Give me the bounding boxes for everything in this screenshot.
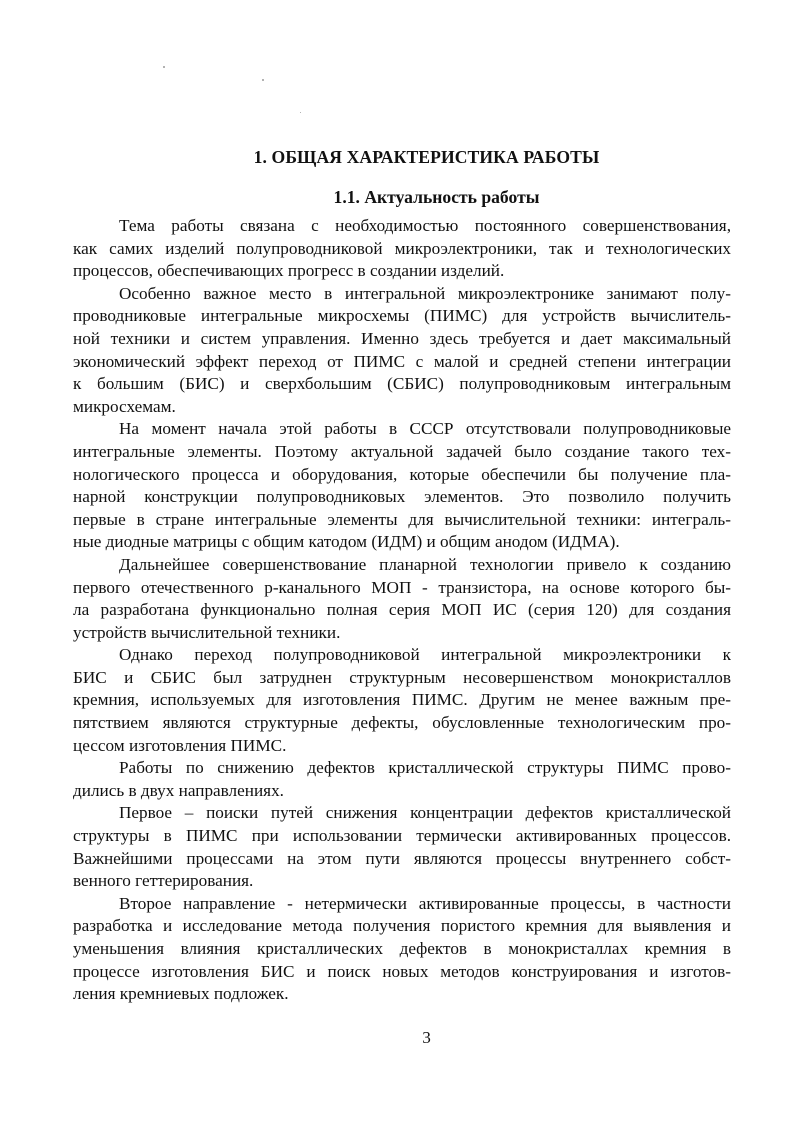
text-line: ной техники и систем управления. Именно здесь требуется и дает максимальный — [73, 328, 731, 348]
paragraph-2 — [73, 283, 731, 419]
text-line: как самих изделий полупроводниковой микроэлектроники, так и технологических — [73, 238, 731, 258]
text-line: БИС и СБИС был затруднен структурным несовершенством монокристаллов — [73, 667, 731, 687]
text-line: первые в стране интегральные элементы для вычислительной техники: интеграль- — [73, 509, 731, 529]
text-line: микросхемам. — [73, 396, 176, 416]
text-line: Второе направление - нетермически активированные процессы, в частности — [119, 893, 731, 913]
text-line: к большим (БИС) и сверхбольшим (СБИС) полупроводниковым интегральным — [73, 374, 731, 394]
text-line: пятствием являются структурные дефекты, обусловленные технологическим про- — [73, 713, 731, 733]
text-line: цессом изготовления ПИМС. — [73, 735, 287, 755]
text-line: уменьшения влияния кристаллических дефектов в монокристаллах кремния в — [73, 939, 731, 958]
text-line: ла разработана функционально полная серия МОП ИС (серия 120) для создания — [73, 600, 731, 620]
text-line: проводниковые интегральные микросхемы (ПИМС) для устройств вычислитель- — [73, 306, 731, 326]
text-line: ные диодные матрицы с общим катодом (ИДМ) и общим анодом (ИДМА). — [73, 532, 620, 552]
paragraph-3 — [73, 418, 731, 554]
text-line: разработка и исследование метода получения пористого кремния для выявления и — [73, 916, 731, 936]
text-line: Дальнейшее совершенствование планарной технологии привело к созданию — [119, 554, 731, 574]
text-line: Особенно важное место в интегральной микроэлектронике занимают полу- — [119, 283, 731, 303]
paragraph-1 — [73, 215, 731, 283]
paragraph-7 — [73, 802, 731, 892]
chapter-title: 1. ОБЩАЯ ХАРАКТЕРИСТИКА РАБОТЫ — [253, 147, 600, 167]
text-line: ления кремниевых подложек. — [73, 984, 289, 1004]
paragraph-6 — [73, 757, 731, 802]
text-line: структуры в ПИМС при использовании термически активированных процессов. — [73, 826, 731, 846]
text-line: устройств вычислительной техники. — [73, 622, 341, 642]
text-line: Тема работы связана с необходимостью постоянного совершенствования, — [119, 216, 731, 235]
text-line: интегральные элементы. Поэтому актуальной задачей было создание такого тех- — [73, 441, 731, 461]
paragraph-4 — [73, 554, 731, 644]
scan-speck — [262, 79, 264, 81]
text-line: экономический эффект переход от ПИМС с малой и средней степени интеграции — [73, 351, 731, 371]
text-line: процессов, обеспечивающих прогресс в создании изделий. — [73, 261, 505, 281]
paragraph-5 — [73, 644, 731, 757]
text-line: дились в двух направлениях. — [73, 780, 284, 800]
scan-speck — [163, 66, 165, 68]
text-line: Важнейшими процессами на этом пути являются процессы внутреннего собст- — [73, 848, 731, 868]
text-line: первого отечественного р-канального МОП - транзистора, на основе которого бы- — [73, 577, 731, 597]
page-number: 3 — [422, 1028, 431, 1047]
scan-speck — [300, 112, 301, 113]
text-line: Однако переход полупроводниковой интегральной микроэлектроники к — [119, 645, 731, 665]
body-text — [73, 215, 731, 1006]
text-line: венного геттерирования. — [73, 871, 254, 891]
text-line: процессе изготовления БИС и поиск новых методов конструирования и изготов- — [73, 961, 731, 981]
text-line: Первое – поиски путей снижения концентрации дефектов кристаллической — [119, 803, 731, 823]
paragraph-8 — [73, 893, 731, 1006]
text-line: Работы по снижению дефектов кристаллической структуры ПИМС прово- — [119, 758, 731, 778]
text-line: нарной конструкции полупроводниковых элементов. Это позволило получить — [73, 487, 731, 507]
text-line: нологического процесса и оборудования, которые обеспечили бы получение пла- — [73, 464, 731, 484]
section-title: 1.1. Актуальность работы — [333, 187, 540, 207]
text-line: На момент начала этой работы в СССР отсутствовали полупроводниковые — [119, 419, 731, 439]
text-line: кремния, используемых для изготовления ПИМС. Другим не менее важным пре- — [73, 690, 731, 710]
